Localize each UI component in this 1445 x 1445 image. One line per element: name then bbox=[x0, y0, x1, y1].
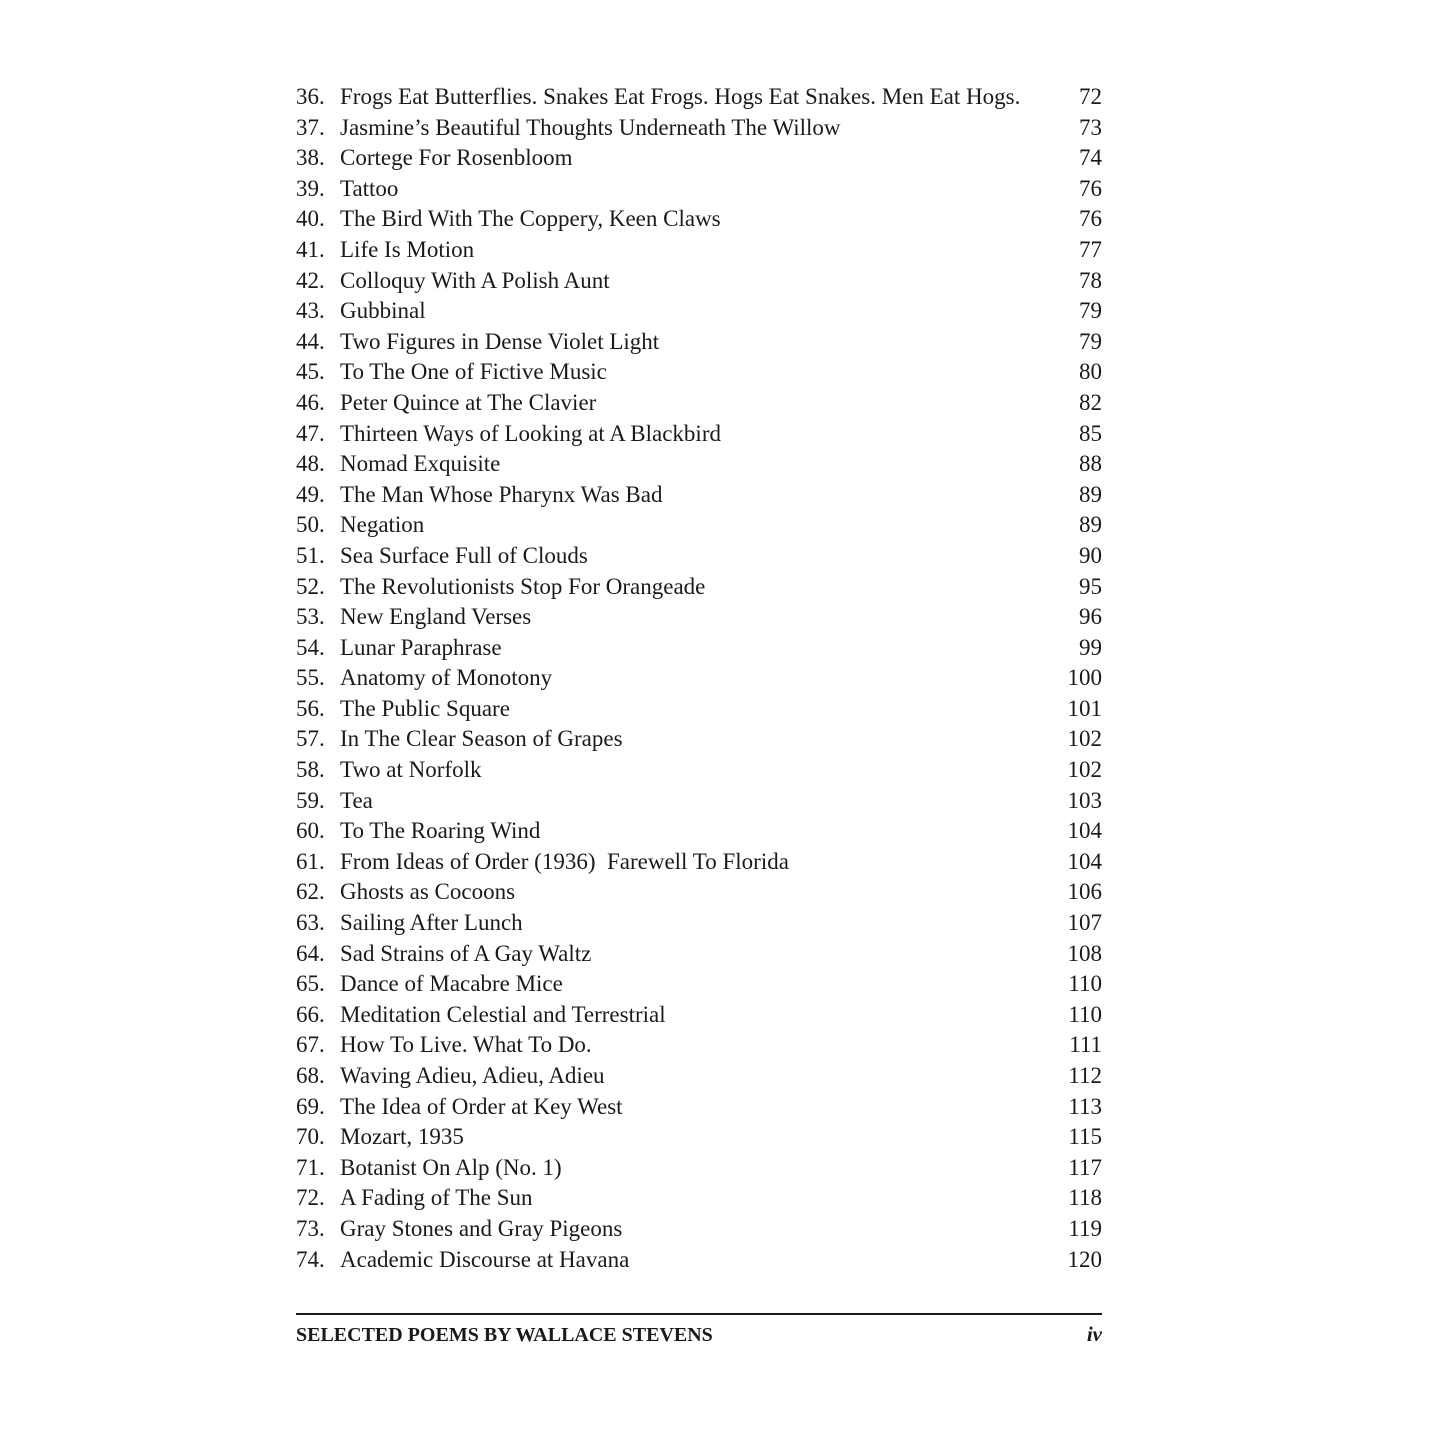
toc-entry-number: 70. bbox=[296, 1124, 325, 1150]
toc-entry bbox=[296, 327, 1102, 358]
toc-entry-number: 50. bbox=[296, 512, 325, 538]
toc-entry bbox=[296, 572, 1102, 603]
toc-entry-title: Botanist On Alp (No. 1) bbox=[340, 1154, 562, 1180]
toc-entry bbox=[296, 388, 1102, 419]
toc-entry-number: 48. bbox=[296, 451, 325, 477]
toc-entry bbox=[296, 82, 1102, 113]
toc-entry bbox=[296, 1000, 1102, 1031]
toc-entry bbox=[296, 143, 1102, 174]
toc-entry-number: 72. bbox=[296, 1185, 325, 1211]
toc-entry-number: 40. bbox=[296, 206, 325, 232]
toc-entry-number: 65. bbox=[296, 971, 325, 997]
page-footer bbox=[296, 1322, 1102, 1347]
toc-entry bbox=[296, 510, 1102, 541]
toc-entry-page: 78 bbox=[1079, 267, 1102, 293]
toc-entry-page: 106 bbox=[1067, 879, 1102, 905]
toc-entry bbox=[296, 1153, 1102, 1184]
toc-entry-number: 38. bbox=[296, 145, 325, 171]
toc-entry bbox=[296, 786, 1102, 817]
toc-entry bbox=[296, 1245, 1102, 1276]
toc-entry bbox=[296, 602, 1102, 633]
toc-entry bbox=[296, 1092, 1102, 1123]
toc-entry-title: Tattoo bbox=[340, 175, 399, 201]
toc-entry-title: Academic Discourse at Havana bbox=[340, 1246, 630, 1272]
toc-entry-number: 49. bbox=[296, 481, 325, 507]
toc-entry-number: 56. bbox=[296, 695, 325, 721]
toc-entry bbox=[296, 1183, 1102, 1214]
toc-entry-number: 64. bbox=[296, 940, 325, 966]
toc-entry-title: Tea bbox=[340, 787, 373, 813]
toc-entry-number: 66. bbox=[296, 1001, 325, 1027]
toc-entry-page: 74 bbox=[1079, 145, 1102, 171]
toc-entry-page: 113 bbox=[1068, 1093, 1102, 1119]
toc-entry-number: 51. bbox=[296, 542, 325, 568]
toc-entry-page: 118 bbox=[1068, 1185, 1102, 1211]
toc-entry-page: 90 bbox=[1079, 542, 1102, 568]
toc-entry-title: The Idea of Order at Key West bbox=[340, 1093, 623, 1119]
toc-entry-page: 77 bbox=[1079, 236, 1102, 262]
toc-entry-title: Peter Quince at The Clavier bbox=[340, 389, 597, 415]
toc-entry-title: Colloquy With A Polish Aunt bbox=[340, 267, 610, 293]
toc-entry-number: 61. bbox=[296, 848, 325, 874]
toc-entry-title: The Revolutionists Stop For Orangeade bbox=[340, 573, 706, 599]
toc-entry bbox=[296, 1214, 1102, 1245]
toc-entry-page: 76 bbox=[1079, 206, 1102, 232]
toc-entry-number: 67. bbox=[296, 1032, 325, 1058]
toc-entry-page: 110 bbox=[1068, 971, 1102, 997]
toc-entry-page: 73 bbox=[1079, 114, 1102, 140]
toc-entry bbox=[296, 663, 1102, 694]
toc-entry-page: 100 bbox=[1067, 665, 1102, 691]
toc-entry-number: 55. bbox=[296, 665, 325, 691]
toc-entry-page: 80 bbox=[1079, 359, 1102, 385]
toc-entry-number: 53. bbox=[296, 604, 325, 630]
toc-entry-title: Anatomy of Monotony bbox=[340, 665, 553, 691]
toc-entry-number: 58. bbox=[296, 757, 325, 783]
toc-entry-title: Waving Adieu, Adieu, Adieu bbox=[340, 1063, 605, 1088]
toc-entry-page: 110 bbox=[1068, 1001, 1102, 1027]
toc-entry bbox=[296, 449, 1102, 480]
toc-entry-page: 72 bbox=[1079, 84, 1102, 109]
toc-entry bbox=[296, 755, 1102, 786]
toc-entry bbox=[296, 939, 1102, 970]
toc-entry-number: 43. bbox=[296, 298, 325, 324]
toc-entry-title: To The One of Fictive Music bbox=[340, 359, 607, 385]
toc-entry bbox=[296, 908, 1102, 939]
toc-entry-number: 52. bbox=[296, 573, 325, 599]
toc-entry-page: 117 bbox=[1068, 1154, 1102, 1180]
toc-entry-number: 44. bbox=[296, 328, 325, 354]
toc-entry bbox=[296, 969, 1102, 1000]
toc-entry-title: Cortege For Rosenbloom bbox=[340, 145, 573, 171]
toc-entry-title: Sailing After Lunch bbox=[340, 910, 523, 936]
toc-entry-title: Two Figures in Dense Violet Light bbox=[340, 328, 660, 354]
toc-entry bbox=[296, 174, 1102, 205]
toc-entry-number: 36. bbox=[296, 84, 325, 109]
toc-entry-title: Life Is Motion bbox=[340, 236, 475, 262]
footer-book-title: SELECTED POEMS BY WALLACE STEVENS bbox=[296, 1324, 713, 1346]
toc-entry-title: Meditation Celestial and Terrestrial bbox=[340, 1001, 666, 1027]
toc-entry-title: Frogs Eat Butterflies. Snakes Eat Frogs. Hogs Eat Snakes. Men Eat Hogs. bbox=[340, 84, 1021, 109]
toc-entry-number: 63. bbox=[296, 910, 325, 936]
toc-entry-page: 82 bbox=[1079, 389, 1102, 415]
toc-entry-page: 89 bbox=[1079, 481, 1102, 507]
toc-entry-page: 103 bbox=[1067, 787, 1102, 813]
toc-entry-title: From Ideas of Order (1936) Farewell To Florida bbox=[340, 848, 789, 874]
toc-entry-title: Ghosts as Cocoons bbox=[340, 879, 516, 905]
toc-entry-page: 88 bbox=[1079, 451, 1102, 477]
toc-entry bbox=[296, 266, 1102, 297]
toc-entry-page: 107 bbox=[1067, 910, 1102, 936]
toc-entry-title: In The Clear Season of Grapes bbox=[340, 726, 623, 752]
toc-entry bbox=[296, 816, 1102, 847]
toc-entry bbox=[296, 1030, 1102, 1061]
toc-entry bbox=[296, 419, 1102, 450]
toc-entry-title: New England Verses bbox=[340, 604, 532, 630]
toc-entry-title: Lunar Paraphrase bbox=[340, 634, 502, 660]
toc-entry-page: 96 bbox=[1079, 604, 1102, 630]
toc-entry-title: The Public Square bbox=[340, 695, 510, 721]
toc-entry-page: 115 bbox=[1068, 1124, 1102, 1150]
toc-entry-title: The Bird With The Coppery, Keen Claws bbox=[340, 206, 721, 232]
toc-entry-title: Gray Stones and Gray Pigeons bbox=[340, 1215, 623, 1241]
toc-entry-page: 112 bbox=[1068, 1063, 1102, 1088]
toc-entry bbox=[296, 877, 1102, 908]
toc-entry-title: Dance of Macabre Mice bbox=[340, 971, 563, 997]
toc-entry-number: 71. bbox=[296, 1154, 325, 1180]
toc-entry-title: How To Live. What To Do. bbox=[340, 1032, 592, 1058]
footer-page-number: iv bbox=[1086, 1322, 1102, 1346]
toc-entry bbox=[296, 1061, 1102, 1092]
toc-entry bbox=[296, 296, 1102, 327]
toc-entry-number: 39. bbox=[296, 175, 325, 201]
toc-entry-number: 46. bbox=[296, 389, 325, 415]
toc-entry-page: 102 bbox=[1067, 726, 1102, 752]
toc-entry-number: 42. bbox=[296, 267, 325, 293]
toc-entry-page: 101 bbox=[1067, 695, 1102, 721]
toc-entry bbox=[296, 204, 1102, 235]
toc-entry-number: 37. bbox=[296, 114, 325, 140]
toc-entry-title: Negation bbox=[340, 512, 425, 538]
toc-entry-page: 79 bbox=[1079, 298, 1102, 324]
toc-entry-page: 95 bbox=[1079, 573, 1102, 599]
toc-entry-title: A Fading of The Sun bbox=[340, 1185, 533, 1211]
toc-entry-number: 73. bbox=[296, 1215, 325, 1241]
toc-entry bbox=[296, 694, 1102, 725]
toc-entry-number: 74. bbox=[296, 1246, 325, 1272]
toc-entry-page: 99 bbox=[1079, 634, 1102, 660]
toc-entry-title: Two at Norfolk bbox=[340, 757, 482, 783]
toc-entry-number: 54. bbox=[296, 634, 325, 660]
toc-entry-number: 68. bbox=[296, 1063, 325, 1088]
toc-entry-page: 76 bbox=[1079, 175, 1102, 201]
toc-entry-page: 108 bbox=[1067, 940, 1102, 966]
toc-entry-number: 60. bbox=[296, 818, 325, 844]
toc-entry-number: 62. bbox=[296, 879, 325, 905]
toc-entry bbox=[296, 541, 1102, 572]
toc-entry-title: Mozart, 1935 bbox=[340, 1124, 464, 1150]
toc-entry-number: 41. bbox=[296, 236, 325, 262]
toc-entry bbox=[296, 847, 1102, 878]
toc-entry-title: Sea Surface Full of Clouds bbox=[340, 542, 588, 568]
toc-entry-title: Nomad Exquisite bbox=[340, 451, 501, 477]
toc-entry bbox=[296, 357, 1102, 388]
footer-divider bbox=[296, 1313, 1102, 1315]
toc-entry bbox=[296, 480, 1102, 511]
toc-entry-title: To The Roaring Wind bbox=[340, 818, 541, 844]
toc-entry-title: Thirteen Ways of Looking at A Blackbird bbox=[340, 420, 721, 446]
toc-entry bbox=[296, 1122, 1102, 1153]
toc-entry-title: Jasmine’s Beautiful Thoughts Underneath The Willow bbox=[340, 114, 841, 140]
toc-entry-number: 59. bbox=[296, 787, 325, 813]
table-of-contents bbox=[296, 82, 1102, 1275]
toc-entry-page: 104 bbox=[1067, 818, 1102, 844]
toc-entry-title: Gubbinal bbox=[340, 298, 426, 324]
toc-entry-page: 102 bbox=[1067, 757, 1102, 783]
toc-entry-title: The Man Whose Pharynx Was Bad bbox=[340, 481, 663, 507]
toc-entry-page: 111 bbox=[1069, 1032, 1102, 1058]
toc-entry-title: Sad Strains of A Gay Waltz bbox=[340, 940, 592, 966]
toc-entry-page: 85 bbox=[1079, 420, 1102, 446]
toc-entry bbox=[296, 113, 1102, 144]
toc-entry-number: 57. bbox=[296, 726, 325, 752]
toc-entry-page: 120 bbox=[1067, 1246, 1102, 1272]
toc-entry-number: 45. bbox=[296, 359, 325, 385]
toc-entry-page: 89 bbox=[1079, 512, 1102, 538]
toc-entry-page: 119 bbox=[1068, 1215, 1102, 1241]
toc-entry-page: 79 bbox=[1079, 328, 1102, 354]
toc-entry bbox=[296, 633, 1102, 664]
toc-entry-number: 47. bbox=[296, 420, 325, 446]
toc-entry bbox=[296, 724, 1102, 755]
toc-entry-number: 69. bbox=[296, 1093, 325, 1119]
toc-entry-page: 104 bbox=[1067, 848, 1102, 874]
toc-entry bbox=[296, 235, 1102, 266]
